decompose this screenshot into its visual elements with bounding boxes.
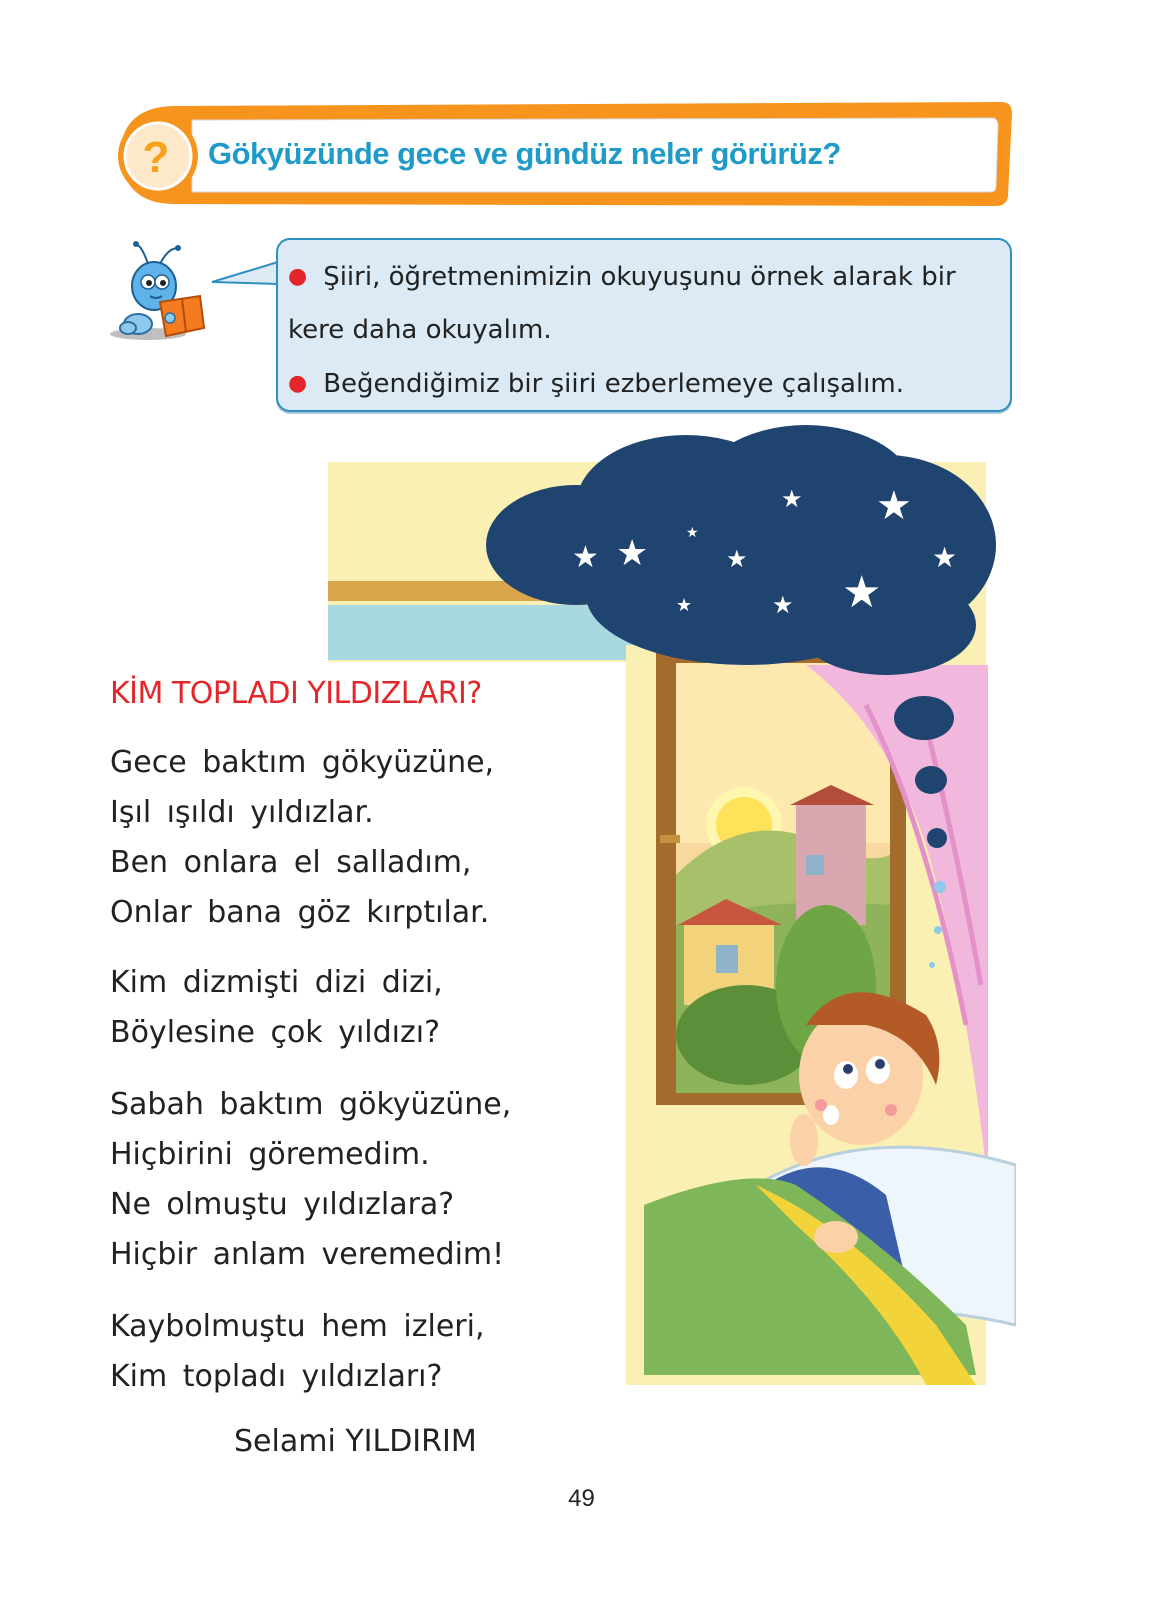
poem-line: Işıl ışıldı yıldızlar. — [110, 795, 374, 830]
bug-reading-icon — [108, 236, 218, 346]
instruction-line-3: ● Beğendiğimiz bir şiiri ezberlemeye çalışalım. — [288, 369, 905, 399]
poem-line: Ben onlara el salladım, — [110, 845, 472, 880]
instruction-line-2: kere daha okuyalım. — [288, 315, 552, 345]
svg-text:★: ★ — [772, 591, 794, 619]
speech-tail — [210, 258, 280, 298]
bullet-icon: ● — [288, 264, 308, 289]
svg-text:★: ★ — [932, 541, 958, 574]
poem-line: Ne olmuştu yıldızlara? — [110, 1187, 455, 1222]
poem-line: Onlar bana göz kırptılar. — [110, 895, 490, 930]
instruction-line-1: ● Şiiri, öğretmenimizin okuyuşunu örnek alarak bir — [288, 262, 956, 292]
svg-text:★: ★ — [726, 545, 748, 573]
poem-line: Gece baktım gökyüzüne, — [110, 745, 495, 780]
poem-line: Sabah baktım gökyüzüne, — [110, 1087, 512, 1122]
stanza-1 — [110, 738, 494, 938]
poem-title: KİM TOPLADI YILDIZLARI? — [110, 676, 482, 711]
svg-text:★: ★ — [876, 483, 912, 529]
svg-text:★: ★ — [616, 533, 649, 574]
stanza-3 — [110, 1080, 511, 1280]
poem-line: Kim topladı yıldızları? — [110, 1359, 443, 1394]
svg-text:★: ★ — [676, 595, 693, 616]
poem-author: Selami YILDIRIM — [234, 1424, 477, 1459]
svg-text:★: ★ — [842, 567, 882, 618]
stanza-2 — [110, 958, 443, 1058]
stanza-4 — [110, 1302, 485, 1402]
poem-line: Hiçbirini göremedim. — [110, 1137, 430, 1172]
question-mark-icon: ? — [142, 133, 170, 182]
poem-line: Böylesine çok yıldızı? — [110, 1015, 441, 1050]
poem-line: Kim dizmişti dizi dizi, — [110, 965, 443, 1000]
poem-line: Hiçbir anlam veremedim! — [110, 1237, 505, 1272]
poem-line: Kaybolmuştu hem izleri, — [110, 1309, 485, 1344]
question-title: Gökyüzünde gece ve gündüz neler görürüz? — [208, 136, 841, 171]
svg-text:★: ★ — [686, 525, 699, 541]
svg-text:★: ★ — [572, 540, 599, 575]
svg-text:★: ★ — [781, 485, 803, 513]
page-number: 49 — [568, 1485, 595, 1512]
bullet-icon: ● — [288, 371, 308, 396]
instruction-text — [288, 250, 988, 411]
